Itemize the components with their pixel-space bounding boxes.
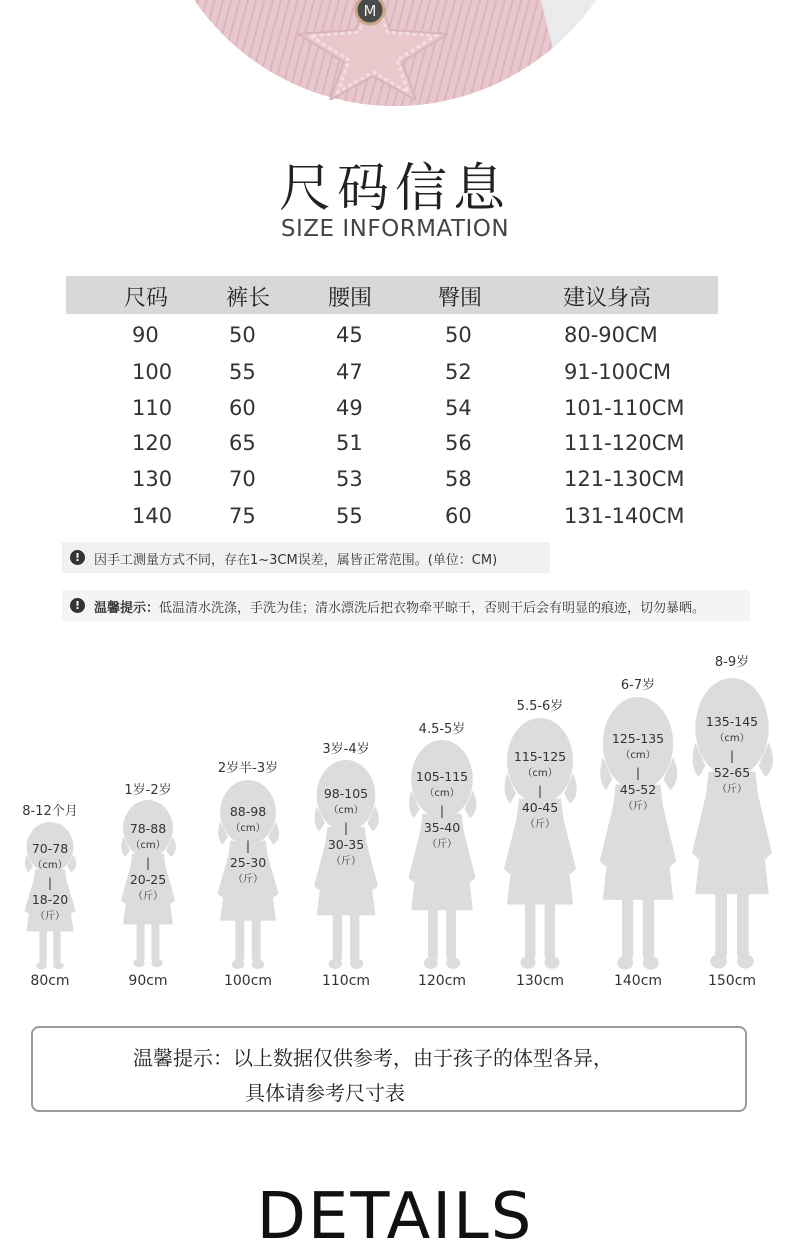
- warning-icon: !: [70, 550, 85, 565]
- size-values: [590, 730, 686, 815]
- cell-hip: 60: [445, 504, 472, 528]
- cell-hip: 56: [445, 431, 472, 455]
- weight-unit: （斤）: [623, 801, 653, 812]
- tip-line-2: 具体请参考尺寸表: [245, 1081, 405, 1105]
- height-range: 135-145: [705, 714, 759, 729]
- cell-height: 80-90CM: [564, 323, 658, 347]
- cell-length: 75: [229, 504, 256, 528]
- cell-height: 131-140CM: [564, 504, 685, 528]
- cm-unit: （cm）: [328, 805, 364, 816]
- age-label: 6-7岁: [620, 678, 656, 693]
- product-photo: [0, 0, 790, 120]
- weight-range: 20-25: [129, 872, 167, 887]
- care-note-body: 低温清水洗涤，手洗为佳；清水漂洗后把衣物牵平晾干，否则干后会有明显的痕迹，切勿暴晒。: [159, 601, 706, 616]
- cell-length: 70: [229, 467, 256, 491]
- size-values: [114, 820, 182, 905]
- header-hip: 臀围: [438, 286, 483, 311]
- size-values: [210, 803, 286, 888]
- divider-bar: |: [537, 783, 543, 798]
- cm-unit: （cm）: [230, 823, 266, 834]
- header-size: 尺码: [124, 286, 169, 311]
- child-figure: [400, 722, 484, 989]
- table-row: [66, 396, 718, 432]
- child-figure: [114, 783, 182, 989]
- cm-unit: （cm）: [32, 860, 68, 871]
- cell-size: 130: [132, 467, 173, 491]
- cell-size: 90: [132, 323, 159, 347]
- weight-unit: （斤）: [35, 911, 65, 922]
- header-pants-length: 裤长: [226, 286, 271, 311]
- cell-size: 100: [132, 360, 173, 384]
- cell-hip: 58: [445, 467, 472, 491]
- height-label: 80cm: [30, 973, 70, 989]
- weight-unit: （斤）: [717, 784, 747, 795]
- size-table-header: [66, 276, 718, 314]
- measurement-note-text: 因手工测量方式不同，存在1~3CM误差，属皆正常范围。(单位：CM): [94, 553, 498, 568]
- table-row: [66, 467, 718, 503]
- weight-unit: （斤）: [133, 891, 163, 902]
- table-row: [66, 504, 718, 540]
- cell-waist: 45: [336, 323, 363, 347]
- divider-bar: |: [145, 855, 151, 870]
- star-patch-icon: [298, 0, 448, 100]
- cell-hip: 50: [445, 323, 472, 347]
- size-values: [400, 768, 484, 853]
- section-title-en: SIZE INFORMATION: [280, 216, 510, 242]
- divider-bar: |: [245, 838, 251, 853]
- cm-unit: （cm）: [620, 750, 656, 761]
- cell-height: 101-110CM: [564, 396, 685, 420]
- cell-waist: 47: [336, 360, 363, 384]
- height-label: 110cm: [321, 973, 371, 989]
- cell-size: 110: [132, 396, 173, 420]
- size-values: [682, 713, 782, 798]
- cm-unit: （cm）: [714, 733, 750, 744]
- divider-bar: |: [729, 748, 735, 763]
- weight-range: 18-20: [31, 892, 69, 907]
- table-row: [66, 360, 718, 396]
- height-range: 105-115: [415, 769, 469, 784]
- cell-waist: 49: [336, 396, 363, 420]
- cell-waist: 53: [336, 467, 363, 491]
- height-range: 70-78: [31, 841, 69, 856]
- height-range: 78-88: [129, 821, 167, 836]
- cell-height: 121-130CM: [564, 467, 685, 491]
- weight-range: 45-52: [619, 782, 657, 797]
- height-label: 150cm: [707, 973, 757, 989]
- divider-bar: |: [439, 803, 445, 818]
- svg-text:M: M: [363, 2, 377, 20]
- age-label: 5.5-6岁: [516, 699, 564, 714]
- age-label: 1岁-2岁: [124, 783, 172, 798]
- cm-unit: （cm）: [522, 768, 558, 779]
- age-label: 8-12个月: [22, 804, 78, 819]
- cell-height: 91-100CM: [564, 360, 672, 384]
- tip-line-1: 温馨提示：以上数据仅供参考，由于孩子的体型各异，: [133, 1046, 613, 1070]
- height-label: 120cm: [417, 973, 467, 989]
- height-label: 90cm: [128, 973, 168, 989]
- weight-range: 35-40: [423, 820, 461, 835]
- child-figure: [306, 742, 386, 989]
- age-label: 8-9岁: [714, 655, 750, 670]
- header-waist: 腰围: [328, 286, 373, 311]
- section-title-cn: 尺码信息: [278, 159, 511, 219]
- care-note-label: 温馨提示：: [94, 601, 160, 616]
- weight-range: 40-45: [521, 800, 559, 815]
- height-range: 115-125: [513, 749, 567, 764]
- size-values: [495, 748, 585, 833]
- cell-size: 140: [132, 504, 173, 528]
- cell-length: 55: [229, 360, 256, 384]
- size-values: [18, 840, 82, 925]
- details-heading: DETAILS: [256, 1180, 534, 1254]
- weight-range: 30-35: [327, 837, 365, 852]
- cell-length: 60: [229, 396, 256, 420]
- height-label: 100cm: [223, 973, 273, 989]
- weight-range: 25-30: [229, 855, 267, 870]
- weight-unit: （斤）: [525, 819, 555, 830]
- weight-unit: （斤）: [233, 874, 263, 885]
- cell-length: 50: [229, 323, 256, 347]
- tip-box: [31, 1026, 747, 1112]
- table-row: [66, 323, 718, 359]
- weight-range: 52-65: [713, 765, 751, 780]
- age-label: 2岁半-3岁: [217, 761, 279, 776]
- care-note-text: [94, 597, 705, 616]
- child-figure: [210, 761, 286, 989]
- divider-bar: |: [343, 820, 349, 835]
- cell-length: 65: [229, 431, 256, 455]
- header-suggested-height: 建议身高: [563, 286, 652, 311]
- age-label: 3岁-4岁: [322, 742, 370, 757]
- weight-unit: （斤）: [427, 839, 457, 850]
- child-figure: [18, 804, 82, 989]
- cell-size: 120: [132, 431, 173, 455]
- age-label: 4.5-5岁: [418, 722, 466, 737]
- cell-hip: 52: [445, 360, 472, 384]
- height-range: 125-135: [611, 731, 665, 746]
- child-figure: [682, 655, 782, 989]
- table-row: [66, 431, 718, 467]
- height-range: 98-105: [323, 786, 369, 801]
- size-values: [306, 785, 386, 870]
- divider-bar: |: [635, 765, 641, 780]
- cell-hip: 54: [445, 396, 472, 420]
- warning-icon: !: [70, 598, 85, 613]
- cell-waist: 55: [336, 504, 363, 528]
- divider-bar: |: [47, 875, 53, 890]
- cell-height: 111-120CM: [564, 431, 685, 455]
- cm-unit: （cm）: [130, 840, 166, 851]
- height-label: 130cm: [515, 973, 565, 989]
- cm-unit: （cm）: [424, 788, 460, 799]
- cell-waist: 51: [336, 431, 363, 455]
- care-note: [62, 590, 750, 621]
- height-range: 88-98: [229, 804, 267, 819]
- child-figure: [590, 678, 686, 989]
- height-label: 140cm: [613, 973, 663, 989]
- child-figure: [495, 699, 585, 989]
- measurement-note: [62, 542, 550, 573]
- weight-unit: （斤）: [331, 856, 361, 867]
